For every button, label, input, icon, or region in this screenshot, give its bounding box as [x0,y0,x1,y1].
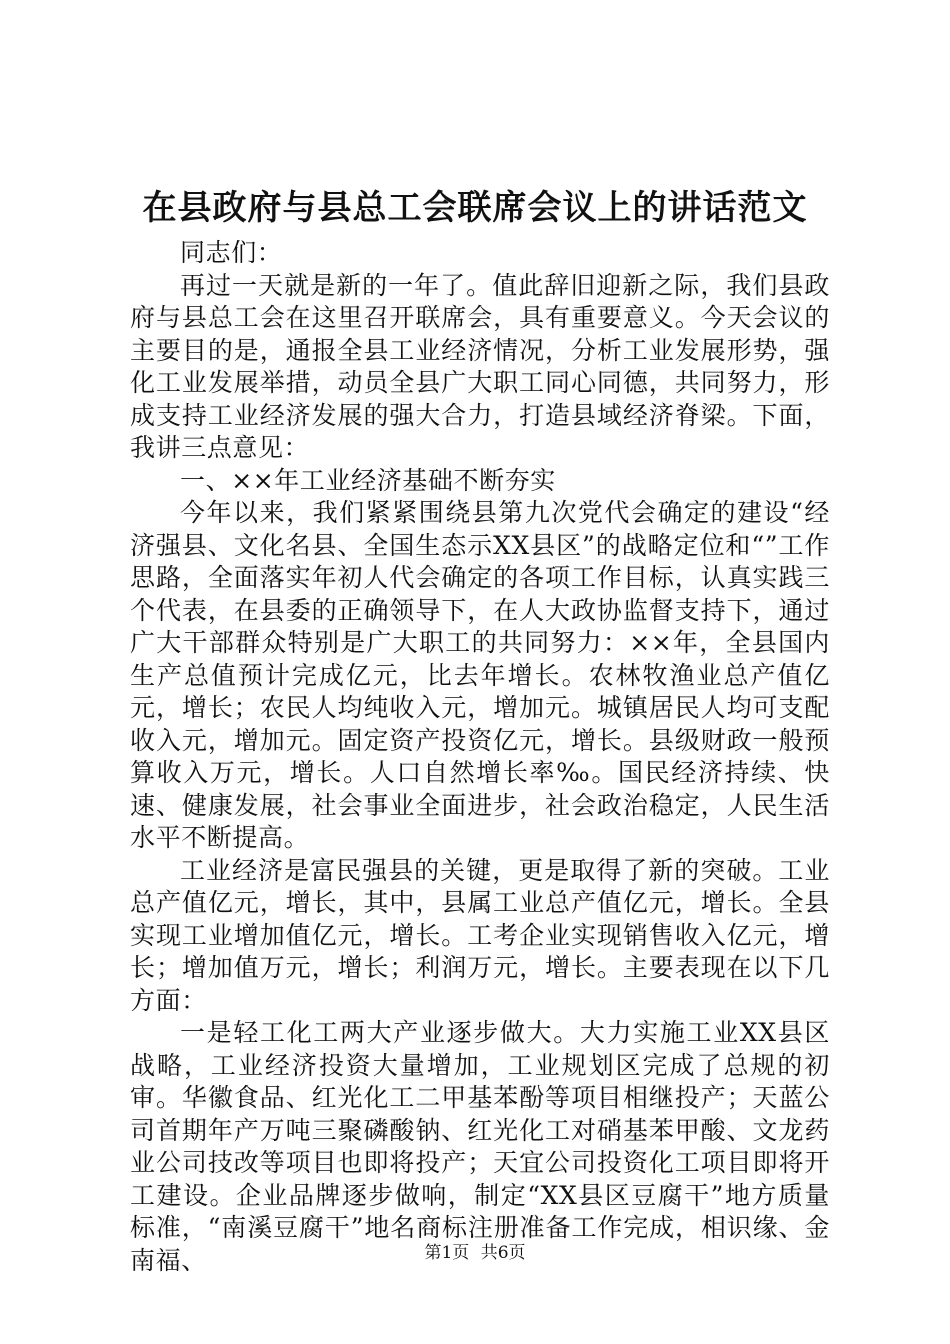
document-title: 在县政府与县总工会联席会议上的讲话范文 [142,188,808,228]
page-footer [0,1241,950,1265]
page-number-total: 共6页 [480,1243,526,1263]
paragraph-intro: 再过一天就是新的一年了。值此辞旧迎新之际，我们县政府与县总工会在这里召开联席会，具有重要意义。今天会议的主要目的是，通报全县工业经济情况，分析工业发展形势，强化工业发展举措，动员全县广大职工同心同德，共同努力，形成支持工业经济发展的强大合力，打造县域经济脊梁。下面，我讲三点意见： [130,270,830,462]
paragraph-achievements: 今年以来，我们紧紧围绕县第九次党代会确定的建设“经济强县、文化名县、全国生态示XX县区”的战略定位和“”工作思路，全面落实年初人代会确定的各项工作目标，认真实践三个代表，在县委的正确领导下，在人大政协监督支持下，通过广大干部群众特别是广大职工的共同努力：××年，全县国内生产总值预计完成亿元，比去年增长。农林牧渔业总产值亿元，增长；农民人均纯收入元，增加元。城镇居民人均可支配收入元，增加元。固定资产投资亿元，增长。县级财政一般预算收入万元，增长。人口自然增长率‰。国民经济持续、快速、健康发展，社会事业全面进步，社会政治稳定，人民生活水平不断提高。 [130,498,830,852]
document-body [130,237,830,1277]
salutation: 同志们： [180,238,283,267]
page-number-current: 第1页 [424,1243,470,1263]
paragraph-industrial-economy: 工业经济是富民强县的关键，更是取得了新的突破。工业总产值亿元，增长，其中，县属工业总产值亿元，增长。全县实现工业增加值亿元，增长。工考企业实现销售收入亿元，增长；增加值万元，增长；利润万元，增长。主要表现在以下几方面： [130,855,830,1015]
section-heading-1: 一、××年工业经济基础不断夯实 [180,465,556,495]
paragraph-light-chemical-industry: 一是轻工化工两大产业逐步做大。大力实施工业XX县区战略，工业经济投资大量增加，工业规划区完成了总规的初审。华徽食品、红光化工二甲基苯酚等项目相继投产；天蓝公司首期年产万吨三聚磷酸钠、红光化工对硝基苯甲酸、文龙药业公司技改等项目也即将投产；天宜公司投资化工项目即将开工建设。企业品牌逐步做响，制定“XX县区豆腐干”地方质量标准，“南溪豆腐干”地名商标注册准备工作完成，相识缘、金南福、 [130,1018,830,1275]
